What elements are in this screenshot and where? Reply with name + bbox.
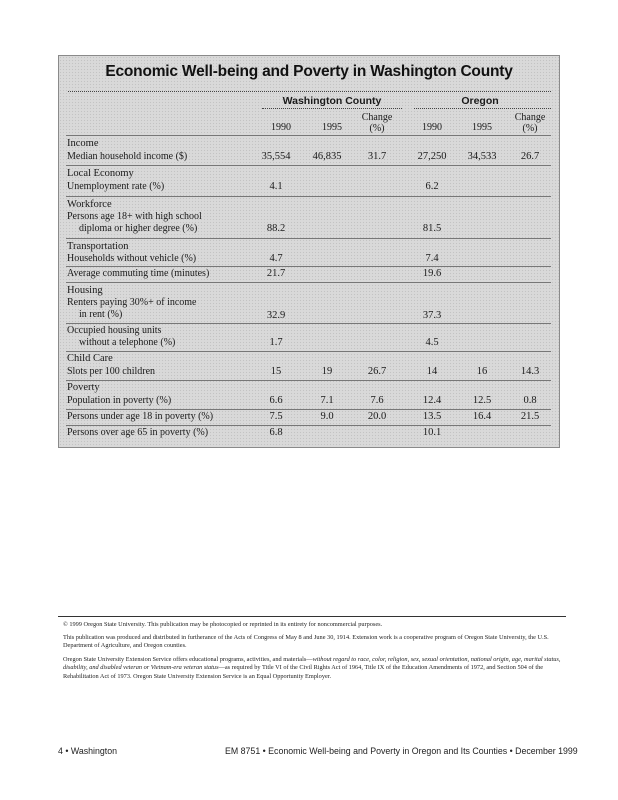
cell-value: 12.4 bbox=[422, 395, 442, 406]
group-washington: Washington County bbox=[282, 95, 382, 107]
row-label-continued: diploma or higher degree (%) bbox=[79, 223, 198, 234]
section-workforce: Workforce bbox=[67, 199, 112, 210]
cell-value: 21.7 bbox=[266, 268, 286, 279]
header-top-rule bbox=[68, 91, 551, 92]
production-notice: This publication was produced and distributed in furtherance of the Acts of Congress of May 8 and June 30, 1914. Extension work is a cooperative program of Oregon State University, the U.S. Department of Agriculture, and Oregon counties. bbox=[63, 634, 549, 650]
cell-value: 9.0 bbox=[320, 411, 334, 422]
eeo-notice: Oregon State University Extension Service offers educational programs, activities, and materials—without regard to race, color, religion, sex, sexual orientation, national origin, age, marital status, disability, and disabled veteran or Vietnam-era veteran status—as required by Title VI of the Civil Rights Act of 1964, Title IX of the Education Amendments of 1972, and Section 504 of the Rehabilitation Act of 1973. Oregon State University Extension Service is an Equal Opportunity Employer. bbox=[63, 656, 561, 680]
cell-value: 34,533 bbox=[467, 151, 497, 162]
row-label: Renters paying 30%+ of income bbox=[67, 297, 197, 308]
row-label: Persons age 18+ with high school bbox=[67, 211, 202, 222]
cell-value: 19 bbox=[321, 366, 333, 377]
section-child-care: Child Care bbox=[67, 353, 113, 364]
section-local-economy: Local Economy bbox=[67, 168, 134, 179]
col-head-or-change: Change (%) bbox=[514, 112, 546, 134]
page-number-footer: 4 • Washington bbox=[58, 746, 117, 756]
cell-value: 88.2 bbox=[266, 223, 286, 234]
row-label: Households without vehicle (%) bbox=[67, 253, 197, 264]
row-label: Persons under age 18 in poverty (%) bbox=[67, 411, 214, 422]
col-head-wa-1990: 1990 bbox=[271, 122, 291, 133]
col-head-wa-change: Change (%) bbox=[361, 112, 393, 134]
group-oregon: Oregon bbox=[461, 95, 499, 107]
header-bottom-rule bbox=[66, 135, 551, 136]
copyright-notice: © 1999 Oregon State University. This publication may be photocopied or reprinted in its entirety for noncommercial purposes. bbox=[63, 621, 383, 628]
cell-value: 12.5 bbox=[472, 395, 492, 406]
col-head-or-1995: 1995 bbox=[472, 122, 492, 133]
cell-value: 4.1 bbox=[269, 181, 283, 192]
cell-value: 32.9 bbox=[266, 310, 286, 321]
cell-value: 13.5 bbox=[422, 411, 442, 422]
cell-value: 6.2 bbox=[425, 181, 439, 192]
row-label-continued: without a telephone (%) bbox=[79, 337, 176, 348]
cell-value: 37.3 bbox=[422, 310, 442, 321]
cell-value: 6.8 bbox=[269, 427, 283, 438]
cell-value: 10.1 bbox=[422, 427, 442, 438]
cell-value: 26.7 bbox=[367, 366, 387, 377]
row-label: Persons over age 65 in poverty (%) bbox=[67, 427, 209, 438]
cell-value: 0.8 bbox=[523, 395, 537, 406]
cell-value: 21.5 bbox=[520, 411, 540, 422]
table-title: Economic Well-being and Poverty in Washington County bbox=[105, 63, 513, 80]
cell-value: 7.5 bbox=[269, 411, 283, 422]
row-label: Population in poverty (%) bbox=[67, 395, 172, 406]
oregon-group-rule bbox=[414, 108, 551, 109]
cell-value: 16 bbox=[476, 366, 488, 377]
footer-rule bbox=[58, 616, 566, 617]
section-income: Income bbox=[67, 138, 99, 149]
section-transportation: Transportation bbox=[67, 241, 129, 252]
cell-value: 19.6 bbox=[422, 268, 442, 279]
cell-value: 31.7 bbox=[367, 151, 387, 162]
row-label: Occupied housing units bbox=[67, 325, 162, 336]
col-head-wa-1995: 1995 bbox=[322, 122, 342, 133]
row-rule bbox=[66, 196, 551, 197]
row-rule bbox=[66, 165, 551, 166]
cell-value: 27,250 bbox=[417, 151, 447, 162]
cell-value: 4.7 bbox=[269, 253, 283, 264]
row-rule bbox=[66, 238, 551, 239]
row-rule bbox=[66, 351, 551, 352]
cell-value: 7.4 bbox=[425, 253, 439, 264]
cell-value: 20.0 bbox=[367, 411, 387, 422]
section-housing: Housing bbox=[67, 285, 103, 296]
section-poverty: Poverty bbox=[67, 382, 100, 393]
cell-value: 7.1 bbox=[320, 395, 334, 406]
col-head-or-1990: 1990 bbox=[422, 122, 442, 133]
washington-group-rule bbox=[262, 108, 402, 109]
publication-footer: EM 8751 • Economic Well-being and Poverty in Oregon and Its Counties • December 1999 bbox=[225, 746, 578, 756]
cell-value: 15 bbox=[270, 366, 282, 377]
row-rule bbox=[66, 380, 551, 381]
cell-value: 14.3 bbox=[520, 366, 540, 377]
cell-value: 16.4 bbox=[472, 411, 492, 422]
row-rule bbox=[66, 282, 551, 283]
row-label: Median household income ($) bbox=[67, 151, 188, 162]
row-rule bbox=[66, 409, 551, 410]
cell-value: 14 bbox=[426, 366, 438, 377]
cell-value: 81.5 bbox=[422, 223, 442, 234]
cell-value: 26.7 bbox=[520, 151, 540, 162]
row-label-continued: in rent (%) bbox=[79, 309, 123, 320]
cell-value: 1.7 bbox=[269, 337, 283, 348]
row-rule bbox=[66, 323, 551, 324]
row-rule bbox=[66, 266, 551, 267]
cell-value: 6.6 bbox=[269, 395, 283, 406]
cell-value: 35,554 bbox=[261, 151, 291, 162]
cell-value: 4.5 bbox=[425, 337, 439, 348]
row-rule bbox=[66, 425, 551, 426]
cell-value: 46,835 bbox=[312, 151, 342, 162]
row-label: Average commuting time (minutes) bbox=[67, 268, 210, 279]
row-label: Slots per 100 children bbox=[67, 366, 156, 377]
cell-value: 7.6 bbox=[370, 395, 384, 406]
row-label: Unemployment rate (%) bbox=[67, 181, 165, 192]
